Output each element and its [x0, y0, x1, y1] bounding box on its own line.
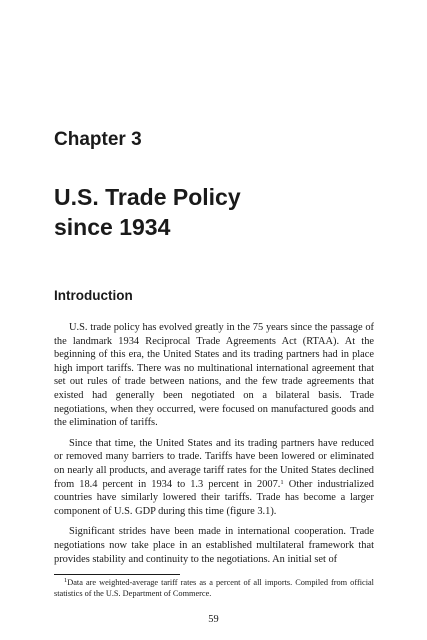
paragraph-2 — [54, 437, 374, 519]
page-number: 59 — [208, 614, 219, 625]
chapter-title-line-2: since 1934 — [54, 214, 171, 240]
footnote-divider — [54, 574, 180, 575]
chapter-title — [54, 182, 384, 242]
chapter-label: Chapter 3 — [54, 129, 142, 150]
paragraph-2-text-a: Since that time, the United States and its trading partners have reduced or removed many barriers to trade. Tariffs have been lowered or eliminated on nearly all products, and average tariff rates for the United States declined from 18.4 percent in 1934 to 1.3 percent in 2007. — [54, 437, 374, 490]
body-text — [54, 321, 374, 573]
footnote-text: Data are weighted-average tariff rates as a percent of all imports. Compiled from official statistics of the U.S. Department of Commerce. — [54, 578, 374, 598]
chapter-title-line-1: U.S. Trade Policy — [54, 184, 241, 210]
paragraph-2-text-b: Other industrialized countries have similarly lowered their tariffs. Trade has become a larger component of U.S. GDP during this time (figure 3.1). — [54, 478, 374, 517]
section-heading: Introduction — [54, 288, 133, 303]
footnote — [54, 577, 374, 599]
footnote-reference: 1 — [280, 478, 284, 486]
paragraph-1: U.S. trade policy has evolved greatly in the 75 years since the passage of the landmark 1934 Reciprocal Trade Agreements Act (RTAA). At the beginning of this era, the United States and its trading partners had in place high import tariffs. There was no multinational international agreement that set out rules of trade between nations, and the few trade agreements that existed had generally been negotiated on a bilateral basis. Trade negotiations, when they occurred, were focused on manufactured goods and the elimination of tariffs. — [54, 322, 374, 429]
footnote-mark: 1 — [64, 577, 68, 584]
paragraph-3: Significant strides have been made in international cooperation. Trade negotiations now take place in an established multilateral framework that provides stability and continuity to the negotiations. An initial set of — [54, 526, 374, 565]
